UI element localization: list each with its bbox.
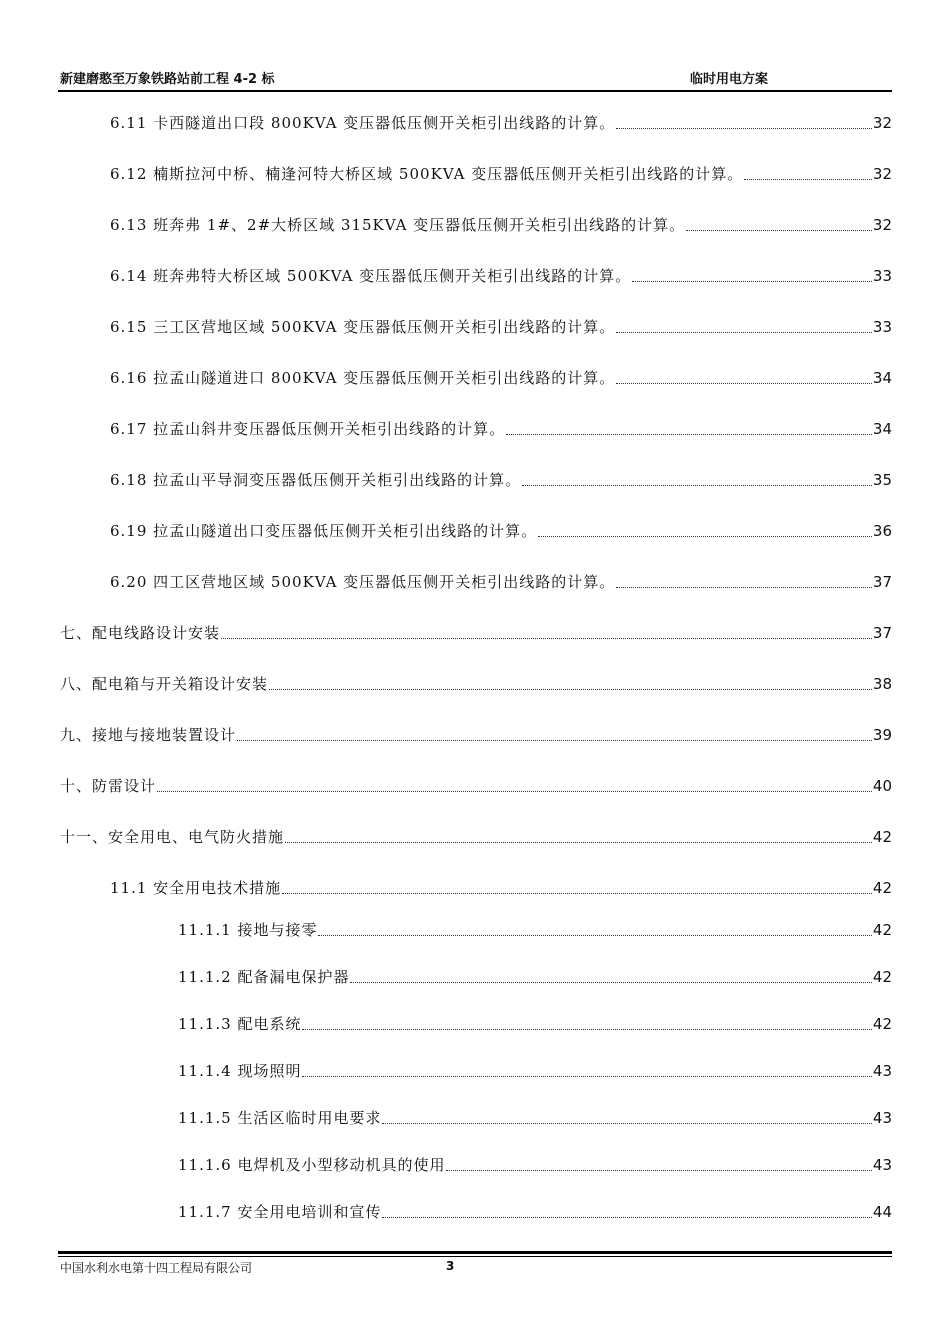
toc-entry-page: 39 bbox=[872, 726, 892, 744]
toc-entry-6-17[interactable] bbox=[110, 419, 892, 439]
toc-entry-page: 33 bbox=[872, 318, 892, 336]
toc-entry-label: 11.1.7 安全用电培训和宣传 bbox=[178, 1203, 382, 1221]
toc-entry-label: 九、接地与接地装置设计 bbox=[60, 726, 237, 744]
toc-entry-page: 44 bbox=[872, 1203, 892, 1221]
toc-entry-6-20[interactable] bbox=[110, 572, 892, 592]
toc-entry-11-1-4[interactable] bbox=[178, 1061, 892, 1081]
toc-entry-label: 6.13 班奔弗 1#、2#大桥区域 315KVA 变压器低压侧开关柜引出线路的计算。 bbox=[110, 216, 686, 234]
toc-leader-dots bbox=[446, 1156, 871, 1171]
toc-entry-page: 40 bbox=[872, 777, 892, 795]
toc-entry-label: 6.11 卡西隧道出口段 800KVA 变压器低压侧开关柜引出线路的计算。 bbox=[110, 114, 616, 132]
toc-entry-page: 35 bbox=[872, 471, 892, 489]
toc-leader-dots bbox=[382, 1203, 871, 1218]
toc-entry-label: 6.18 拉孟山平导洞变压器低压侧开关柜引出线路的计算。 bbox=[110, 471, 522, 489]
toc-entry-page: 43 bbox=[872, 1109, 892, 1127]
toc-entry-6-16[interactable] bbox=[110, 368, 892, 388]
toc-entry-chapter-8[interactable] bbox=[60, 674, 892, 694]
toc-entry-page: 32 bbox=[872, 216, 892, 234]
toc-entry-page: 42 bbox=[872, 879, 892, 897]
toc-entry-11-1-3[interactable] bbox=[178, 1014, 892, 1034]
toc-entry-6-12[interactable] bbox=[110, 164, 892, 184]
toc-entry-6-13[interactable] bbox=[110, 215, 892, 235]
toc-leader-dots bbox=[302, 1015, 871, 1030]
toc-entry-11-1-5[interactable] bbox=[178, 1108, 892, 1128]
toc-leader-dots bbox=[506, 420, 872, 435]
header-rule bbox=[58, 90, 892, 92]
toc-entry-chapter-11[interactable] bbox=[60, 827, 892, 847]
toc-entry-6-15[interactable] bbox=[110, 317, 892, 337]
toc-entry-label: 6.20 四工区营地区域 500KVA 变压器低压侧开关柜引出线路的计算。 bbox=[110, 573, 616, 591]
toc-leader-dots bbox=[285, 828, 872, 843]
toc-leader-dots bbox=[350, 968, 871, 983]
toc-leader-dots bbox=[616, 114, 872, 129]
toc-entry-label: 11.1.2 配备漏电保护器 bbox=[178, 968, 350, 986]
toc-entry-page: 42 bbox=[872, 921, 892, 939]
header-project-name: 新建磨憨至万象铁路站前工程 4-2 标 bbox=[60, 72, 275, 87]
toc-entry-label: 11.1.6 电焊机及小型移动机具的使用 bbox=[178, 1156, 446, 1174]
toc-entry-6-18[interactable] bbox=[110, 470, 892, 490]
toc-entry-11-1-7[interactable] bbox=[178, 1202, 892, 1222]
toc-entry-label: 十一、安全用电、电气防火措施 bbox=[60, 828, 285, 846]
toc-entry-11-1-1[interactable] bbox=[178, 920, 892, 940]
toc-leader-dots bbox=[221, 624, 872, 639]
footer-company: 中国水利水电第十四工程局有限公司 bbox=[60, 1261, 253, 1275]
toc-entry-label: 11.1.3 配电系统 bbox=[178, 1015, 302, 1033]
toc-leader-dots bbox=[538, 522, 872, 537]
toc-leader-dots bbox=[318, 921, 871, 936]
toc-leader-dots bbox=[302, 1062, 871, 1077]
toc-entry-page: 32 bbox=[872, 114, 892, 132]
toc-entry-page: 36 bbox=[872, 522, 892, 540]
toc-entry-label: 11.1.4 现场照明 bbox=[178, 1062, 302, 1080]
toc-entry-page: 43 bbox=[872, 1062, 892, 1080]
toc-entry-chapter-9[interactable] bbox=[60, 725, 892, 745]
footer-page-number: 3 bbox=[446, 1259, 455, 1273]
toc-leader-dots bbox=[616, 318, 872, 333]
toc-entry-label: 11.1.5 生活区临时用电要求 bbox=[178, 1109, 382, 1127]
toc-leader-dots bbox=[616, 369, 872, 384]
page-footer bbox=[60, 1259, 890, 1277]
toc-entry-6-11[interactable] bbox=[110, 113, 892, 133]
toc-entry-11-1-2[interactable] bbox=[178, 967, 892, 987]
toc-entry-label: 11.1 安全用电技术措施 bbox=[110, 879, 282, 897]
toc-entry-page: 42 bbox=[872, 828, 892, 846]
footer-rule-thin bbox=[58, 1256, 892, 1257]
toc-entry-page: 33 bbox=[872, 267, 892, 285]
toc-entry-label: 十、防雷设计 bbox=[60, 777, 157, 795]
header-doc-title: 临时用电方案 bbox=[690, 72, 769, 87]
toc-leader-dots bbox=[522, 471, 872, 486]
toc-entry-label: 八、配电箱与开关箱设计安装 bbox=[60, 675, 269, 693]
toc-leader-dots bbox=[616, 573, 872, 588]
toc-entry-page: 42 bbox=[872, 968, 892, 986]
toc-entry-chapter-10[interactable] bbox=[60, 776, 892, 796]
toc-entry-label: 6.16 拉孟山隧道进口 800KVA 变压器低压侧开关柜引出线路的计算。 bbox=[110, 369, 616, 387]
toc-entry-11-1[interactable] bbox=[110, 878, 892, 898]
toc-entry-6-14[interactable] bbox=[110, 266, 892, 286]
toc-entry-page: 34 bbox=[872, 369, 892, 387]
toc-entry-label: 七、配电线路设计安装 bbox=[60, 624, 221, 642]
toc-entry-page: 34 bbox=[872, 420, 892, 438]
toc-entry-page: 43 bbox=[872, 1156, 892, 1174]
toc-leader-dots bbox=[237, 726, 872, 741]
toc-entry-11-1-6[interactable] bbox=[178, 1155, 892, 1175]
toc-entry-label: 6.17 拉孟山斜井变压器低压侧开关柜引出线路的计算。 bbox=[110, 420, 506, 438]
toc-entry-page: 38 bbox=[872, 675, 892, 693]
toc-entry-page: 37 bbox=[872, 624, 892, 642]
toc-entry-label: 6.19 拉孟山隧道出口变压器低压侧开关柜引出线路的计算。 bbox=[110, 522, 538, 540]
toc-entry-page: 32 bbox=[872, 165, 892, 183]
footer-rule bbox=[58, 1251, 892, 1254]
toc-leader-dots bbox=[632, 267, 872, 282]
toc-entry-page: 42 bbox=[872, 1015, 892, 1033]
toc-leader-dots bbox=[157, 777, 872, 792]
toc-leader-dots bbox=[686, 216, 872, 231]
page-header bbox=[58, 66, 892, 88]
toc-leader-dots bbox=[269, 675, 872, 690]
toc-entry-chapter-7[interactable] bbox=[60, 623, 892, 643]
toc-leader-dots bbox=[744, 165, 872, 180]
toc-leader-dots bbox=[282, 879, 872, 894]
toc-leader-dots bbox=[382, 1109, 871, 1124]
toc-entry-6-19[interactable] bbox=[110, 521, 892, 541]
toc-entry-label: 6.14 班奔弗特大桥区域 500KVA 变压器低压侧开关柜引出线路的计算。 bbox=[110, 267, 632, 285]
toc-entry-page: 37 bbox=[872, 573, 892, 591]
toc-entry-label: 6.15 三工区营地区域 500KVA 变压器低压侧开关柜引出线路的计算。 bbox=[110, 318, 616, 336]
toc-entry-label: 11.1.1 接地与接零 bbox=[178, 921, 318, 939]
toc-entry-label: 6.12 楠斯拉河中桥、楠逢河特大桥区域 500KVA 变压器低压侧开关柜引出线路的计算。 bbox=[110, 165, 744, 183]
